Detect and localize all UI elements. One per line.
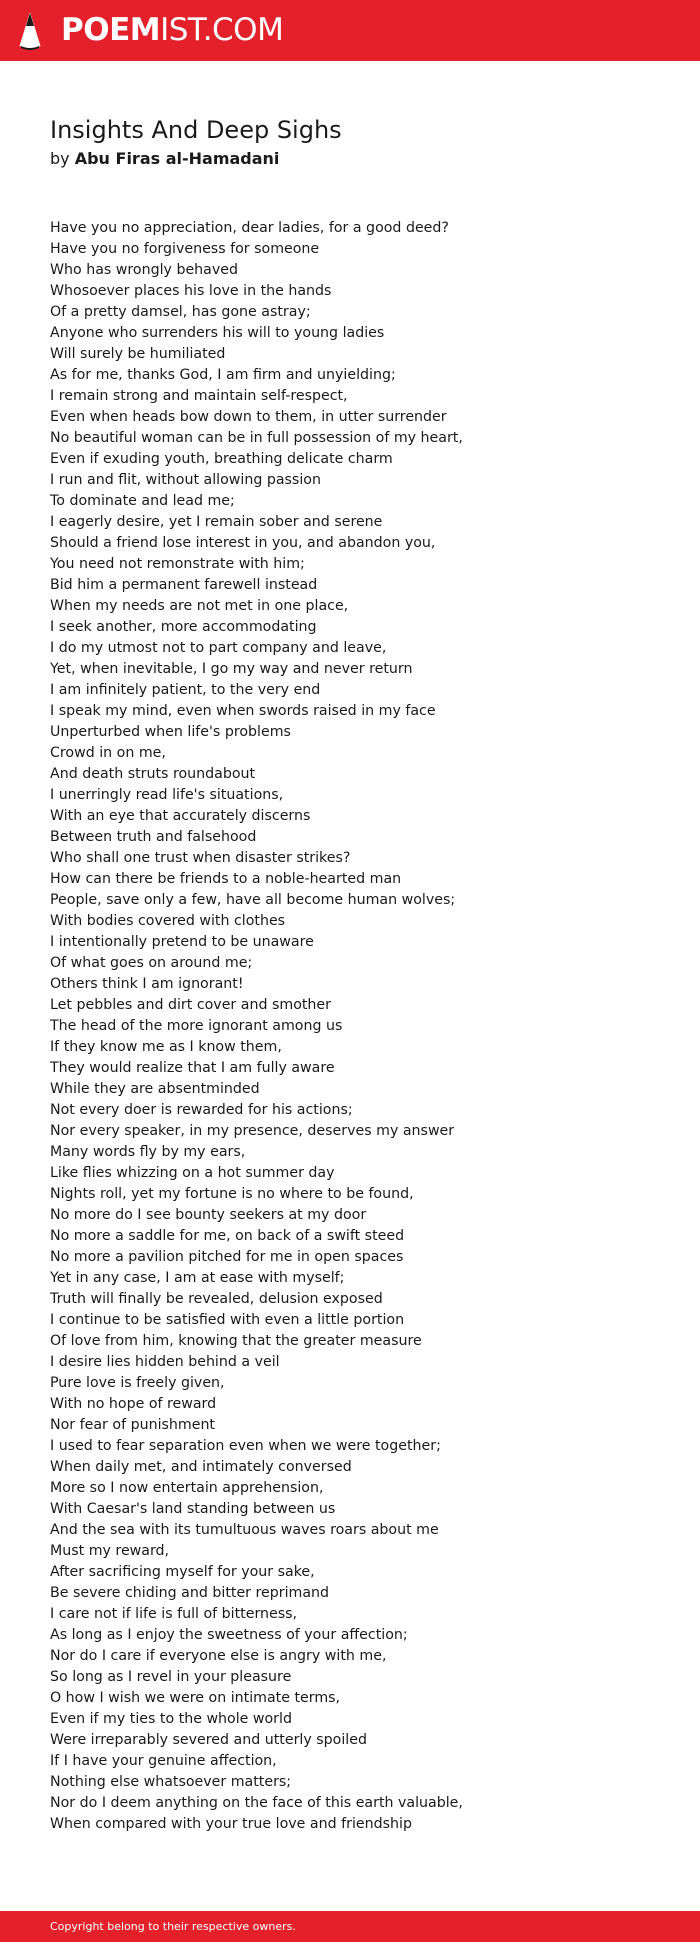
poem-line: When compared with your true love and friendship bbox=[50, 1816, 412, 1832]
poem-line: Should a friend lose interest in you, and abandon you, bbox=[50, 535, 436, 551]
poem-line: They would realize that I am fully aware bbox=[50, 1060, 335, 1076]
poem-line: No more a saddle for me, on back of a swift steed bbox=[50, 1228, 405, 1244]
poem-line: People, save only a few, have all become human wolves; bbox=[50, 892, 456, 908]
poem-line: I used to fear separation even when we were together; bbox=[50, 1438, 441, 1454]
poem-line: Were irreparably severed and utterly spoiled bbox=[50, 1732, 367, 1748]
poem-line: To dominate and lead me; bbox=[50, 493, 235, 509]
byline bbox=[50, 148, 279, 170]
poem-line: I intentionally pretend to be unaware bbox=[50, 934, 314, 950]
poem-line: Nor fear of punishment bbox=[50, 1417, 215, 1433]
poem-line: So long as I revel in your pleasure bbox=[50, 1669, 292, 1685]
poem-line: Nor every speaker, in my presence, deserves my answer bbox=[50, 1123, 455, 1139]
poem-line: Others think I am ignorant! bbox=[50, 976, 244, 992]
pen-nib-logo-icon[interactable] bbox=[18, 11, 42, 51]
poem-line: Unperturbed when life's problems bbox=[50, 724, 291, 740]
poem-line: If I have your genuine affection, bbox=[50, 1753, 277, 1769]
poem-line: When my needs are not met in one place, bbox=[50, 598, 349, 614]
site-header bbox=[0, 0, 700, 61]
poem-line: And death struts roundabout bbox=[50, 766, 256, 782]
poem-line: Of a pretty damsel, has gone astray; bbox=[50, 304, 311, 320]
poem-line: When daily met, and intimately conversed bbox=[50, 1459, 352, 1475]
poem-line: As for me, thanks God, I am firm and unyielding; bbox=[50, 367, 396, 383]
poem-line: I seek another, more accommodating bbox=[50, 619, 317, 635]
poem-line: Nor do I care if everyone else is angry with me, bbox=[50, 1648, 387, 1664]
logo-text-strong: POEM bbox=[61, 12, 161, 48]
poem-line: I am infinitely patient, to the very end bbox=[50, 682, 321, 698]
poem-line: Yet in any case, I am at ease with myself; bbox=[50, 1270, 345, 1286]
copyright-text: Copyright belong to their respective owners. bbox=[50, 1920, 296, 1933]
poem-line: Even when heads bow down to them, in utter surrender bbox=[50, 409, 447, 425]
poem-line: I care not if life is full of bitterness, bbox=[50, 1606, 298, 1622]
poem-line: Have you no forgiveness for someone bbox=[50, 241, 320, 257]
poem-line: No more a pavilion pitched for me in open spaces bbox=[50, 1249, 404, 1265]
site-footer bbox=[0, 1911, 700, 1942]
poem-line: Nothing else whatsoever matters; bbox=[50, 1774, 292, 1790]
poem-line: O how I wish we were on intimate terms, bbox=[50, 1690, 341, 1706]
poem-line: Must my reward, bbox=[50, 1543, 170, 1559]
poem-line: With Caesar's land standing between us bbox=[50, 1501, 336, 1517]
poem-line: Nights roll, yet my fortune is no where to be found, bbox=[50, 1186, 414, 1202]
poem-line: Pure love is freely given, bbox=[50, 1375, 225, 1391]
poem-line: Of what goes on around me; bbox=[50, 955, 253, 971]
poem-line: Who has wrongly behaved bbox=[50, 262, 238, 278]
poem-line: Whosoever places his love in the hands bbox=[50, 283, 332, 299]
poem-line: Be severe chiding and bitter reprimand bbox=[50, 1585, 330, 1601]
poem-line: I remain strong and maintain self-respect, bbox=[50, 388, 348, 404]
poem-line: I speak my mind, even when swords raised in my face bbox=[50, 703, 436, 719]
poem-line: I run and flit, without allowing passion bbox=[50, 472, 321, 488]
poem-line: Even if exuding youth, breathing delicate charm bbox=[50, 451, 393, 467]
poem-title: Insights And Deep Sighs bbox=[50, 116, 342, 144]
poem-line: As long as I enjoy the sweetness of your affection; bbox=[50, 1627, 408, 1643]
poem-line: Yet, when inevitable, I go my way and never return bbox=[50, 661, 413, 677]
poem-line: No more do I see bounty seekers at my door bbox=[50, 1207, 367, 1223]
poem-line: If they know me as I know them, bbox=[50, 1039, 282, 1055]
poem-line: How can there be friends to a noble-hearted man bbox=[50, 871, 402, 887]
poem-body bbox=[50, 218, 670, 1835]
poem-line: Like flies whizzing on a hot summer day bbox=[50, 1165, 335, 1181]
poem-line: You need not remonstrate with him; bbox=[50, 556, 305, 572]
poem-line: Who shall one trust when disaster strikes? bbox=[50, 850, 351, 866]
poem-line: After sacrificing myself for your sake, bbox=[50, 1564, 315, 1580]
poem-line: Truth will finally be revealed, delusion exposed bbox=[50, 1291, 383, 1307]
poem-line: Let pebbles and dirt cover and smother bbox=[50, 997, 331, 1013]
poem-line: While they are absentminded bbox=[50, 1081, 260, 1097]
poem-line: And the sea with its tumultuous waves roars about me bbox=[50, 1522, 439, 1538]
poem-line: More so I now entertain apprehension, bbox=[50, 1480, 324, 1496]
poem-line: Anyone who surrenders his will to young ladies bbox=[50, 325, 385, 341]
poem-line: With an eye that accurately discerns bbox=[50, 808, 311, 824]
poem-line: Between truth and falsehood bbox=[50, 829, 257, 845]
poem-line: I do my utmost not to part company and leave, bbox=[50, 640, 387, 656]
poem-line: Not every doer is rewarded for his actions; bbox=[50, 1102, 353, 1118]
poem-line: With no hope of reward bbox=[50, 1396, 217, 1412]
poem-line: Of love from him, knowing that the greater measure bbox=[50, 1333, 422, 1349]
poem-line: I unerringly read life's situations, bbox=[50, 787, 284, 803]
poem-line: I continue to be satisfied with even a little portion bbox=[50, 1312, 405, 1328]
poem-line: The head of the more ignorant among us bbox=[50, 1018, 343, 1034]
poem-line: Bid him a permanent farewell instead bbox=[50, 577, 318, 593]
poem-line: Have you no appreciation, dear ladies, for a good deed? bbox=[50, 220, 449, 236]
poem-line: Crowd in on me, bbox=[50, 745, 166, 761]
poem-line: I eagerly desire, yet I remain sober and serene bbox=[50, 514, 383, 530]
site-logo[interactable] bbox=[61, 11, 283, 49]
poem-line: Will surely be humiliated bbox=[50, 346, 226, 362]
poem-line: No beautiful woman can be in full possession of my heart, bbox=[50, 430, 463, 446]
poem-line: I desire lies hidden behind a veil bbox=[50, 1354, 280, 1370]
author-name: Abu Firas al-Hamadani bbox=[74, 149, 280, 168]
by-label: by bbox=[50, 149, 70, 168]
poem-line: Nor do I deem anything on the face of this earth valuable, bbox=[50, 1795, 463, 1811]
poem-line: Many words fly by my ears, bbox=[50, 1144, 246, 1160]
logo-text-light: IST.COM bbox=[160, 12, 284, 48]
poem-line: With bodies covered with clothes bbox=[50, 913, 286, 929]
poem-line: Even if my ties to the whole world bbox=[50, 1711, 292, 1727]
